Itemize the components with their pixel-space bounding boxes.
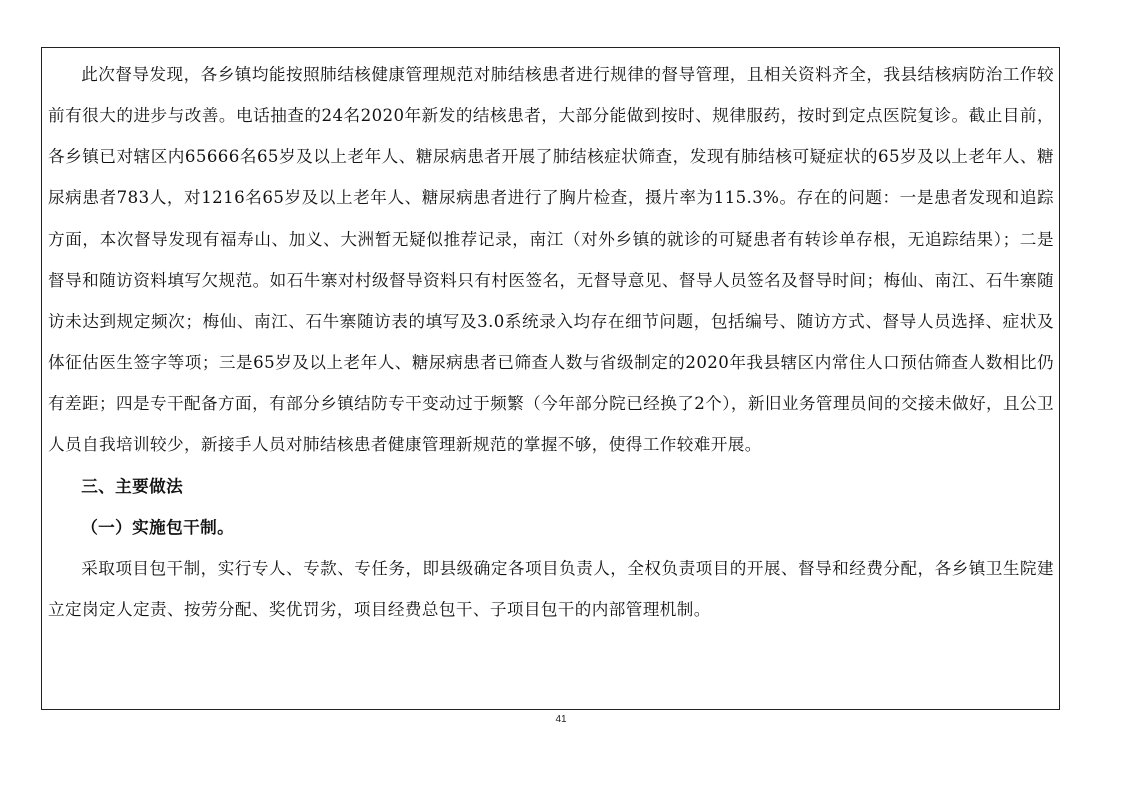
body-paragraph: 采取项目包干制，实行专人、专款、专任务，即县级确定各项目负责人，全权负责项目的开展、督导和经费分配，各乡镇卫生院建立定岗定人定责、按劳分配、奖优罚劣，项目经费总包干、子项目包干的内部管理机制。 (48, 558, 1054, 620)
section-heading: 三、主要做法 (81, 476, 184, 496)
page-number: 41 (555, 714, 567, 725)
document-body (48, 54, 1054, 630)
subsection-heading: （一）实施包干制。 (81, 517, 235, 537)
body-paragraph: 此次督导发现，各乡镇均能按照肺结核健康管理规范对肺结核患者进行规律的督导管理，且相关资料齐全，我县结核病防治工作较前有很大的进步与改善。电话抽查的24名2020年新发的结核患者，大部分能做到按时、规律服药，按时到定点医院复诊。截止目前，各乡镇已对辖区内65666名65岁及以上老年人、糖尿病患者开展了肺结核症状筛查，发现有肺结核可疑症状的65岁及以上老年人、糖尿病患者783人，对1216名65岁及以上老年人、糖尿病患者进行了胸片检查，摄片率为115.3%。存在的问题：一是患者发现和追踪方面，本次督导发现有福寿山、加义、大洲暂无疑似推荐记录，南江（对外乡镇的就诊的可疑患者有转诊单存根，无追踪结果）；二是督导和随访资料填写欠规范。如石牛寨对村级督导资料只有村医签名，无督导意见、督导人员签名及督导时间；梅仙、南江、石牛寨随访未达到规定频次；梅仙、南江、石牛寨随访表的填写及3.0系统录入均存在细节问题，包括编号、随访方式、督导人员选择、症状及体征估医生签字等项；三是65岁及以上老年人、糖尿病患者已筛查人数与省级制定的2020年我县辖区内常住人口预估筛查人数相比仍有差距；四是专干配备方面，有部分乡镇结防专干变动过于频繁（今年部分院已经换了2个），新旧业务管理员间的交接未做好，且公卫人员自我培训较少，新接手人员对肺结核患者健康管理新规范的掌握不够，使得工作较难开展。 (48, 65, 1054, 455)
